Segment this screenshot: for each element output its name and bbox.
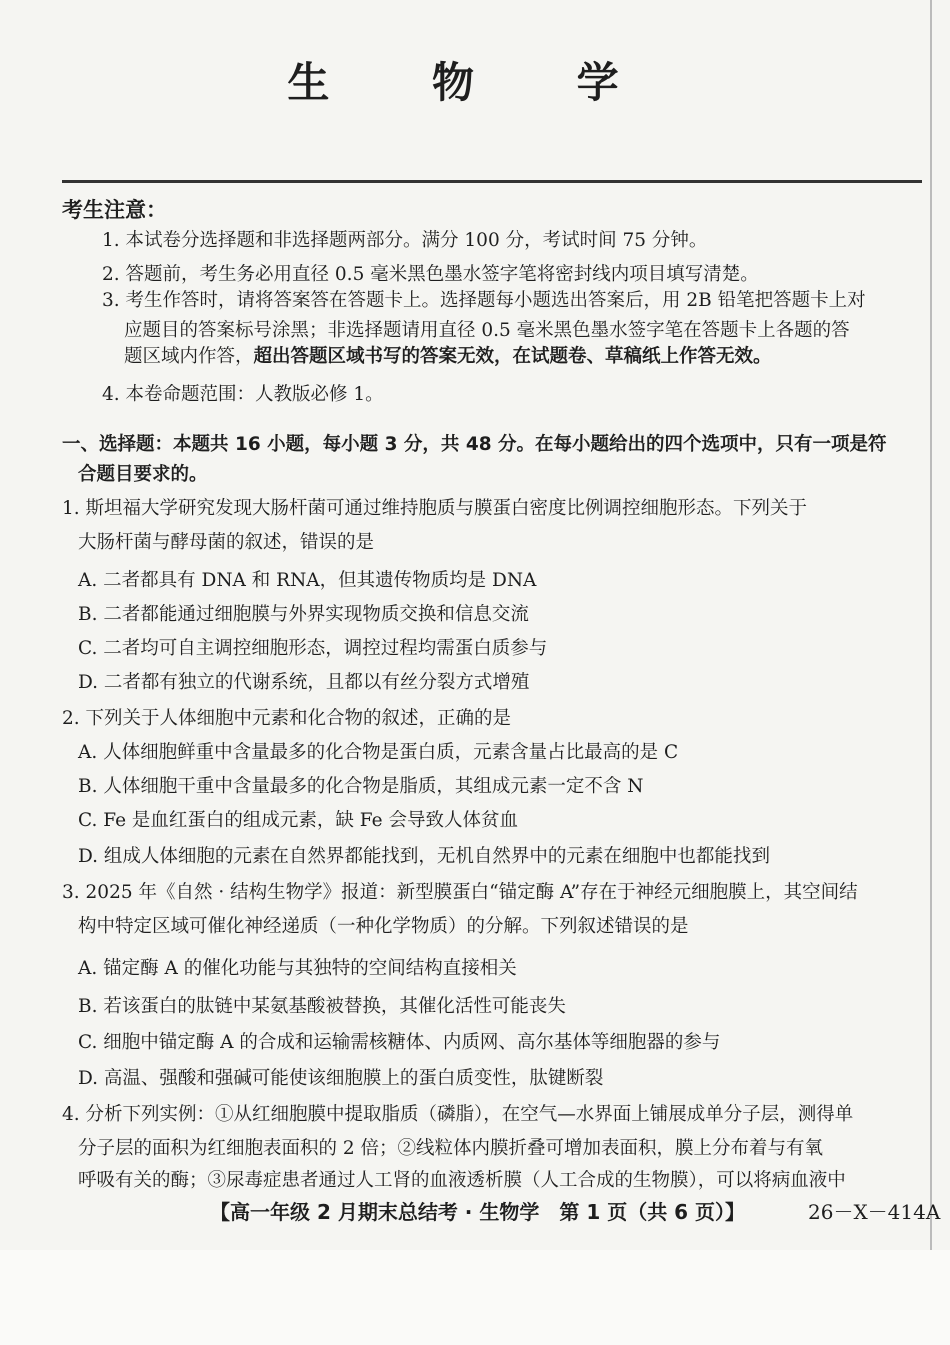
notice-item-line [124,342,772,368]
question-stem: 呼吸有关的酶；③尿毒症患者通过人工肾的血液透析膜（人工合成的生物膜），可以将病血液中 [78,1170,846,1191]
title-divider [62,180,922,183]
answer-option: C. Fe 是血红蛋白的组成元素，缺 Fe 会导致人体贫血 [78,810,518,831]
exam-title: 生 物 学 [287,58,663,107]
section-heading: 一、选择题：本题共 16 小题，每小题 3 分，共 48 分。在每小题给出的四个选项中，只有一项是符 [62,434,887,455]
notice-warning: 超出答题区域书写的答案无效，在试题卷、草稿纸上作答无效。 [253,346,772,367]
notice-item: 题区域内作答， [124,346,254,367]
question-stem: 分子层的面积为红细胞表面积的 2 倍；②线粒体内膜折叠可增加表面积，膜上分布着与有氧 [78,1138,824,1159]
answer-option: D. 组成人体细胞的元素在自然界都能找到，无机自然界中的元素在细胞中也都能找到 [78,846,770,867]
question-stem: 构中特定区域可催化神经递质（一种化学物质）的分解。下列叙述错误的是 [78,916,689,937]
answer-option: B. 人体细胞干重中含量最多的化合物是脂质，其组成元素一定不含 N [78,776,644,797]
answer-option: B. 二者都能通过细胞膜与外界实现物质交换和信息交流 [78,604,529,625]
answer-option: A. 锚定酶 A 的催化功能与其独特的空间结构直接相关 [78,958,517,979]
exam-code: 26－X－414A [808,1200,941,1224]
answer-option: B. 若该蛋白的肽链中某氨基酸被替换，其催化活性可能丧失 [78,996,566,1017]
answer-option: A. 二者都具有 DNA 和 RNA，但其遗传物质均是 DNA [78,570,537,591]
notice-item: 2. 答题前，考生务必用直径 0.5 毫米黑色墨水签字笔将密封线内项目填写清楚。 [102,264,759,285]
notice-item: 3. 考生作答时，请将答案答在答题卡上。选择题每小题选出答案后，用 2B 铅笔把答题卡上对 [102,290,866,311]
notice-heading: 考生注意： [62,198,167,222]
notice-item: 1. 本试卷分选择题和非选择题两部分。满分 100 分，考试时间 75 分钟。 [102,230,708,251]
page-edge-divider [930,0,932,1345]
question-stem: 大肠杆菌与酵母菌的叙述，错误的是 [78,532,375,553]
answer-option: C. 二者均可自主调控细胞形态，调控过程均需蛋白质参与 [78,638,548,659]
notice-item: 应题目的答案标号涂黑；非选择题请用直径 0.5 毫米黑色墨水签字笔在答题卡上各题的答 [124,320,850,341]
question-stem: 3. 2025 年《自然 · 结构生物学》报道：新型膜蛋白“锚定酶 A”存在于神经元细胞膜上，其空间结 [62,882,858,903]
answer-option: A. 人体细胞鲜重中含量最多的化合物是蛋白质，元素含量占比最高的是 C [78,742,679,763]
question-stem: 2. 下列关于人体细胞中元素和化合物的叙述，正确的是 [62,708,512,729]
answer-option: D. 二者都有独立的代谢系统，且都以有丝分裂方式增殖 [78,672,530,693]
question-stem: 4. 分析下列实例：①从红细胞膜中提取脂质（磷脂），在空气—水界面上铺展成单分子层，测得单 [62,1104,854,1125]
question-stem: 1. 斯坦福大学研究发现大肠杆菌可通过维持胞质与膜蛋白密度比例调控细胞形态。下列关于 [62,498,808,519]
section-heading: 合题目要求的。 [78,464,208,485]
notice-item: 4. 本卷命题范围：人教版必修 1。 [102,384,384,405]
blank-margin [0,1250,950,1345]
answer-option: D. 高温、强酸和强碱可能使该细胞膜上的蛋白质变性，肽键断裂 [78,1068,604,1089]
page-footer: 【高一年级 2 月期末总结考 · 生物学 第 1 页（共 6 页）】 [210,1200,746,1224]
answer-option: C. 细胞中锚定酶 A 的合成和运输需核糖体、内质网、高尔基体等细胞器的参与 [78,1032,721,1053]
